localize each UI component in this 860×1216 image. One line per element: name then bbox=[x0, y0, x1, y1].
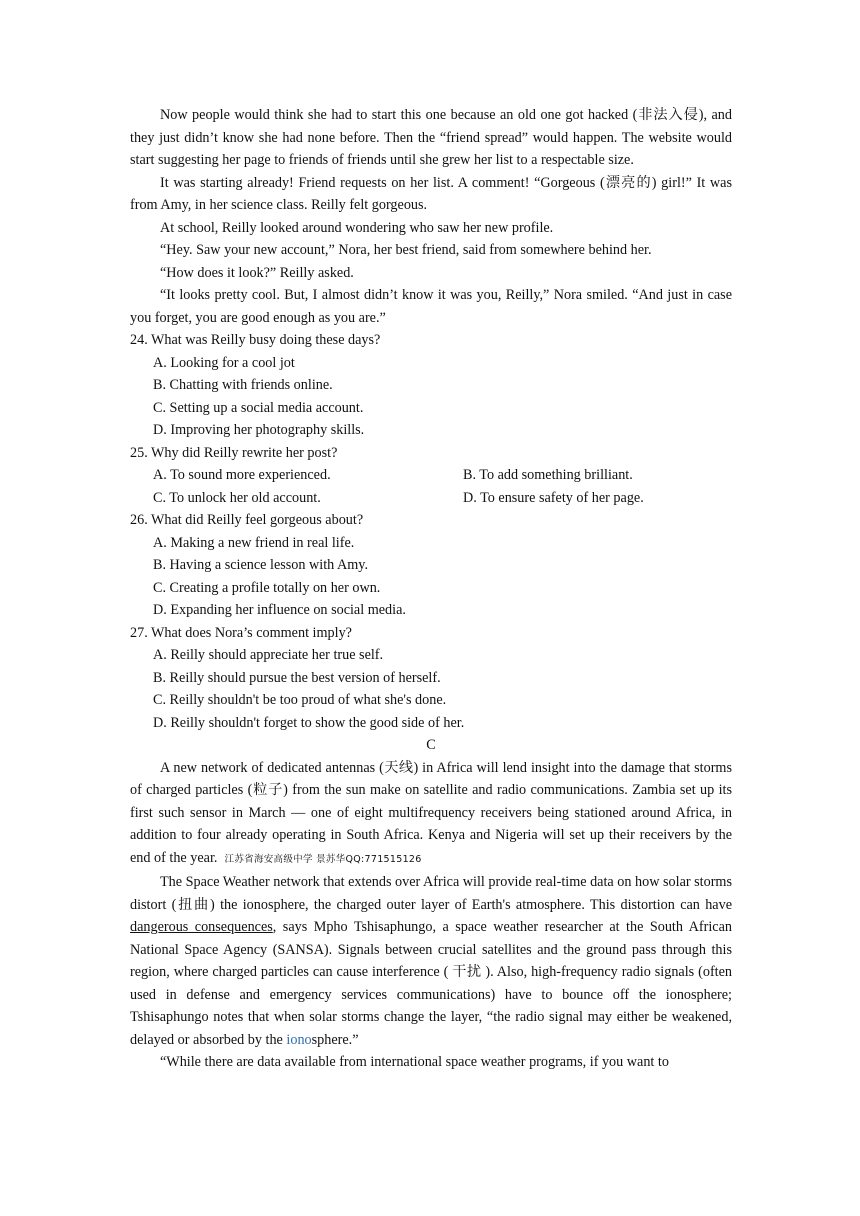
question-stem: 26. What did Reilly feel gorgeous about? bbox=[130, 512, 364, 528]
question-25 bbox=[130, 442, 732, 510]
paragraph: At school, Reilly looked around wondering who saw her new profile. bbox=[160, 219, 554, 236]
option-a: A. Looking for a cool jot bbox=[153, 354, 295, 371]
paragraph-text: , says Mpho Tshisaphungo, a space weather researcher at the South African National Space Agency (SANSA). Signals between crucial satellites and the ground pass through this region, where charged particles can cause interference ( 干扰 ). Also, high-frequency radio signals (often used in defense and emergency services communications) have to bounce off the ionosphere; Tshisaphungo notes that when solar storms change the layer, “the radio signal may either be weakened, delayed or absorbed by the bbox=[130, 919, 732, 1048]
highlighted-text: iono bbox=[286, 1031, 312, 1048]
option-d: D. Expanding her influence on social media. bbox=[153, 602, 406, 618]
paragraph: “It looks pretty cool. But, I almost didn’t know it was you, Reilly,” Nora smiled. “And just in case you forget, you are good enough as you are.” bbox=[130, 287, 732, 326]
question-stem: 25. Why did Reilly rewrite her post? bbox=[130, 444, 338, 461]
option-b: B. Reilly should pursue the best version of herself. bbox=[153, 669, 441, 686]
question-26 bbox=[130, 509, 732, 622]
option-d: D. Reilly shouldn't forget to show the good side of her. bbox=[153, 714, 465, 731]
section-heading: C bbox=[426, 737, 436, 753]
paragraph: It was starting already! Friend requests on her list. A comment! “Gorgeous (漂亮的) girl!” It was from Amy, in her science class. Reilly felt gorgeous. bbox=[130, 174, 732, 213]
question-24 bbox=[130, 329, 732, 442]
paragraph-text: A new network of dedicated antennas (天线) in Africa will lend insight into the damage that storms of charged particles (粒子) from the sun make on satellite and radio communications. Zambia set up its first such sensor in March — one of eight multifrequency receivers being stationed around Africa, in addition to four already operating in South Africa. Kenya and Nigeria will set up their receivers by the end of the year. bbox=[130, 759, 732, 866]
options-row bbox=[130, 487, 732, 510]
option-d: D. Improving her photography skills. bbox=[153, 422, 365, 438]
paragraph: Now people would think she had to start this one because an old one got hacked (非法入侵), and they just didn’t know she had none before. Then the “friend spread” would happen. The website would start suggesting her page to friends of friends until she grew her list to a respectable size. bbox=[130, 107, 732, 168]
paragraph bbox=[130, 757, 732, 872]
option-b: B. To add something brilliant. bbox=[463, 467, 633, 483]
paragraph: “Hey. Saw your new account,” Nora, her best friend, said from somewhere behind her. bbox=[160, 242, 652, 258]
option-b: B. Having a science lesson with Amy. bbox=[153, 557, 369, 573]
question-27 bbox=[130, 622, 732, 735]
paragraph: “How does it look?” Reilly asked. bbox=[160, 264, 354, 281]
option-d: D. To ensure safety of her page. bbox=[463, 489, 644, 506]
paragraph bbox=[130, 871, 732, 1051]
paragraph: “While there are data available from international space weather programs, if you want to bbox=[160, 1054, 669, 1070]
document-page bbox=[130, 104, 732, 1074]
option-c: C. To unlock her old account. bbox=[153, 489, 321, 506]
question-stem: 27. What does Nora’s comment imply? bbox=[130, 624, 352, 641]
option-a: A. Making a new friend in real life. bbox=[153, 534, 355, 551]
option-c: C. Creating a profile totally on her own. bbox=[153, 579, 381, 596]
question-stem: 24. What was Reilly busy doing these days? bbox=[130, 332, 381, 348]
options-row bbox=[130, 464, 732, 487]
paragraph-text: sphere.” bbox=[311, 1031, 359, 1048]
option-b: B. Chatting with friends online. bbox=[153, 377, 333, 393]
option-a: A. To sound more experienced. bbox=[153, 467, 331, 483]
option-a: A. Reilly should appreciate her true self. bbox=[153, 647, 384, 663]
watermark-note: 江苏省海安高级中学 景苏华QQ:771515126 bbox=[224, 853, 422, 865]
underlined-phrase: dangerous consequences bbox=[130, 919, 273, 935]
option-c: C. Setting up a social media account. bbox=[153, 399, 364, 416]
option-c: C. Reilly shouldn't be too proud of what she's done. bbox=[153, 692, 447, 708]
paragraph-text: The Space Weather network that extends over Africa will provide real-time data on how solar storms distort (扭曲) the ionosphere, the charged outer layer of Earth's atmosphere. This distortion can have bbox=[130, 874, 732, 913]
